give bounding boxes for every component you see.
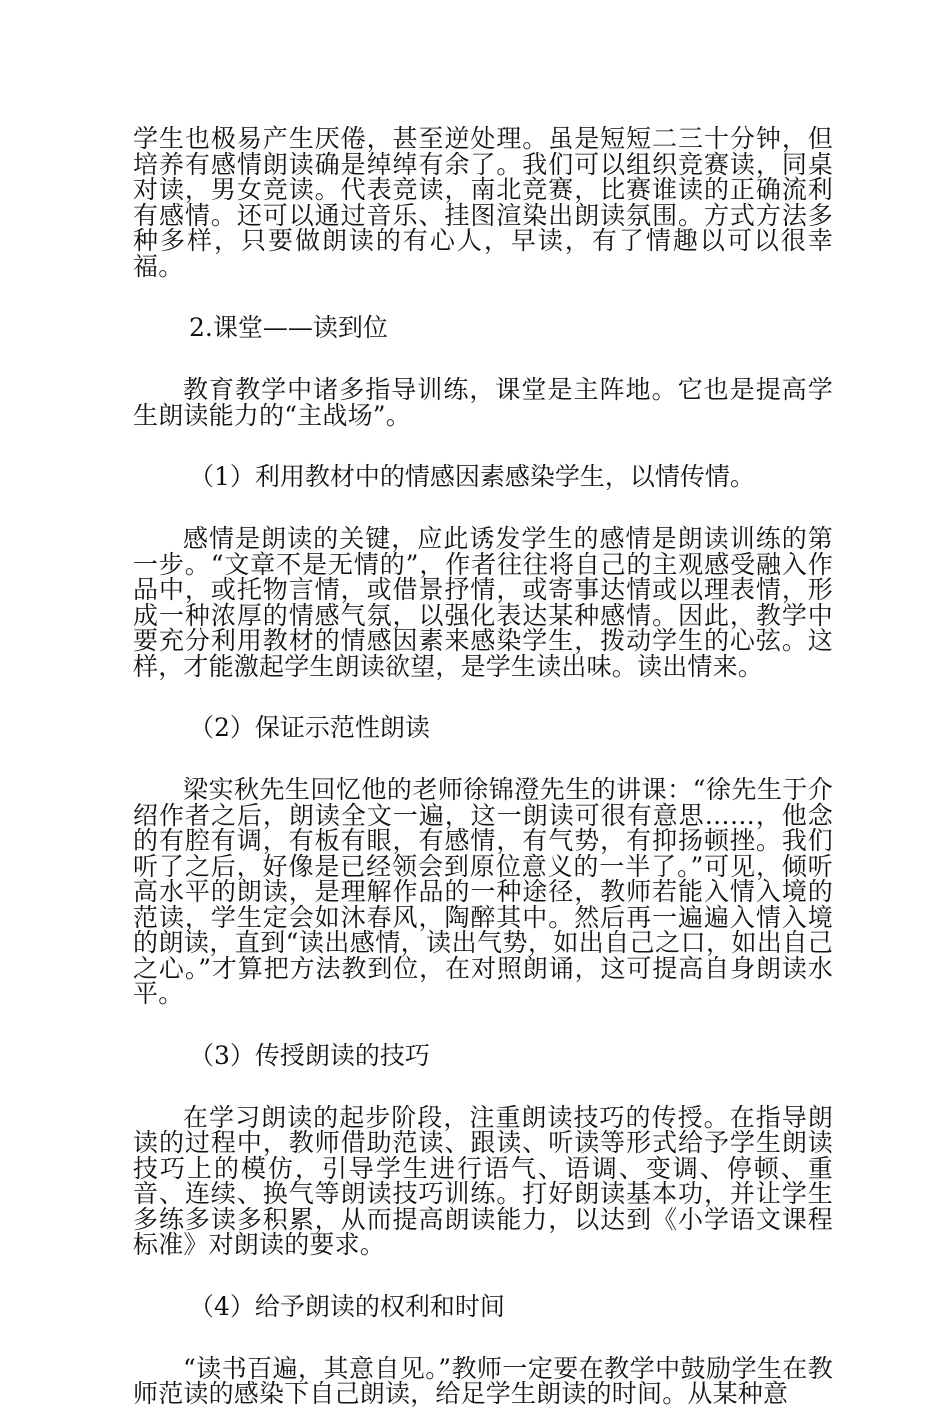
paragraph-emotion: 感情是朗读的关键，应此诱发学生的感情是朗读训练的第一步。“文章不是无情的”，作者往往将自己的主观感受融入作品中，或托物言情，或借景抒情，或寄事达情或以理表情，形成一种浓厚的情感气氛，以强化表达某种感情。因此，教学中要充分利用教材的情感因素来感染学生，拨动学生的心弦。这样，才能激起学生朗读欲望，是学生读出味。读出情来。 [133,524,833,681]
paragraph-techniques: 在学习朗读的起步阶段，注重朗读技巧的传授。在指导朗读的过程中，教师借助范读、跟读、听读等形式给予学生朗读技巧上的模仿，引导学生进行语气、语调、变调、停顿、重音、连续、换气等朗读技巧训练。打好朗读基本功，并让学生多练多读多积累，从而提高朗读能力，以达到《小学语文课程标准》对朗读的要求。 [133,1102,833,1259]
paragraph-rights-time: “读书百遍，其意自见。”教师一定要在教学中鼓励学生在教师范读的感染下自己朗读，给足学生朗读的时间。从某种意 [133,1353,833,1408]
paragraph-continued: 学生也极易产生厌倦，甚至逆处理。虽是短短二三十分钟，但培养有感情朗读确是绰绰有余了。我们可以组织竞赛读，同桌对读，男女竞读。代表竞读，南北竞赛，比赛谁读的正确流利有感情。还可以通过音乐、挂图渲染出朗读氛围。方式方法多种多样，只要做朗读的有心人，早读，有了情趣以可以很幸福。 [133,124,833,281]
subheading-rights-time: （4）给予朗读的权利和时间 [189,1291,505,1321]
paragraph-classroom-intro: 教育教学中诸多指导训练，课堂是主阵地。它也是提高学生朗读能力的“主战场”。 [133,375,833,430]
subheading-emotion: （1）利用教材中的情感因素感染学生，以情传情。 [189,462,755,491]
document-page [133,126,833,1407]
subheading-model-reading: （2）保证示范性朗读 [189,713,430,742]
paragraph-model-reading: 梁实秋先生回忆他的老师徐锦澄先生的讲课：“徐先生于介绍作者之后，朗读全文一遍，这一朗读可很有意思……，他念的有腔有调，有板有眼，有感情，有气势，有抑扬顿挫。我们听了之后，好像是已经领会到原位意义的一半了。”可见，倾听高水平的朗读，是理解作品的一种途径，教师若能入情入境的范读，学生定会如沐春风，陶醉其中。然后再一遍遍入情入境的朗读，直到“读出感情，读出气势，如出自己之口，如出自己之心。”才算把方法教到位，在对照朗诵，这可提高自身朗读水平。 [133,775,833,1008]
section-heading-classroom: 2.课堂——读到位 [189,313,388,342]
subheading-techniques: （3）传授朗读的技巧 [189,1040,430,1070]
